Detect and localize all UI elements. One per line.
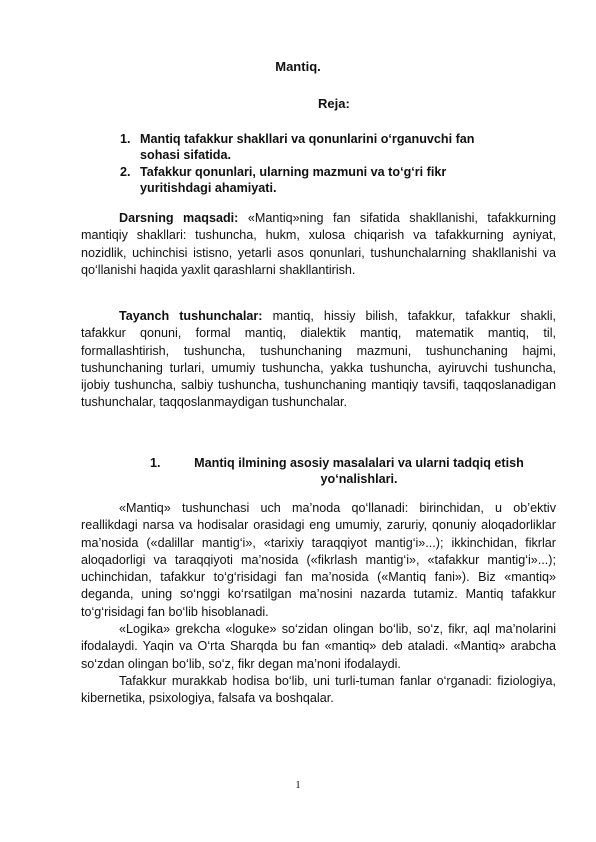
goal-text: «Mantiq»ning fan sifatida shakllanishi, tafakkurning mantiqiy shakllari: tushuncha, hukm, xulosa chiqarish va tafakkurning ayniyat, nozidlik, uchinchisi istisno, yetarli asos qonunlari, tushunchalarning shakllanishi va qo‘llanishi haqida yaxlit qarashlarni shakllantirish. bbox=[81, 211, 556, 277]
section-heading bbox=[150, 455, 550, 487]
body-paragraph: «Mantiq» tushunchasi uch ma’noda qo‘llanadi: birinchidan, u ob’ektiv reallikdagi narsa va hodisalar orasidagi eng umumiy, zaruriy, qonuniy aloqadorliklar ma’nosida («dalillar mantig‘i», «tarixiy taraqqiyot mantig‘i»...); ikkinchidan, fikrlar aloqadorligi va taraqqiyoti ma’nosida («fikrlash mantig‘i», «tafakkur mantig‘i»...); uchinchidan, tafakkur to‘g‘risidagi fan ma’nosida («Mantiq fani»). Biz «mantiq» deganda, uning so‘nggi ko‘rsatilgan ma’nosini nazarda tutamiz. Mantiq tafakkur to‘g‘risidagi fan bo‘lib hisoblanadi. bbox=[81, 501, 556, 619]
key-terms-text: mantiq, hissiy bilish, tafakkur, tafakkur shakli, tafakkur qonuni, formal mantiq, dialektik mantiq, matematik mantiq, til, formallashtirish, tushuncha, tushunchaning mazmuni, tushunchaning hajmi, tushunchaning turlari, umumiy tushuncha, yakka tushuncha, ayiruvchi tushuncha, ijobiy tushuncha, salbiy tushuncha, tushunchaning mantiqiy tavsifi, taqqoslanadigan tushunchalar, taqqoslanmaydigan tushunchalar. bbox=[81, 309, 556, 410]
plan-item-number: 2. bbox=[120, 165, 131, 179]
key-terms-label: Tayanch tushunchalar: bbox=[119, 309, 263, 323]
key-terms-paragraph bbox=[81, 308, 556, 412]
plan-list bbox=[120, 131, 500, 197]
goal-paragraph bbox=[81, 210, 556, 279]
body-text bbox=[81, 500, 556, 708]
plan-item-text: Tafakkur qonunlari, ularning mazmuni va to‘g‘ri fikr yuritishdagi ahamiyati. bbox=[140, 165, 447, 195]
plan-item-number: 1. bbox=[120, 132, 131, 146]
body-paragraph: Tafakkur murakkab hodisa bo‘lib, uni turli-tuman fanlar o‘rganadi: fiziologiya, kibernetika, psixologiya, falsafa va boshqalar. bbox=[81, 673, 556, 706]
goal-label: Darsning maqsadi: bbox=[119, 211, 239, 225]
plan-item bbox=[120, 131, 500, 163]
section-title: Mantiq ilmining asosiy masalalari va ularni tadqiq etish yo‘nalishlari. bbox=[194, 456, 524, 486]
body-paragraph: «Logika» grekcha «loguke» so‘zidan olingan bo‘lib, so‘z, fikr, aql ma’nolarini ifodalaydi. Yaqin va O‘rta Sharqda bu fan «mantiq» deb ataladi. «Mantiq» arabcha so‘zdan olingan bo‘lib, so‘z, fikr degan ma’noni ifodalaydi. bbox=[81, 622, 556, 671]
section-number: 1. bbox=[150, 456, 161, 470]
plan-heading: Reja: bbox=[318, 96, 350, 111]
plan-item-text: Mantiq tafakkur shakllari va qonunlarini o‘rganuvchi fan sohasi sifatida. bbox=[140, 132, 475, 162]
page-title: Mantiq. bbox=[275, 59, 321, 74]
plan-item bbox=[120, 164, 500, 196]
page-number: 1 bbox=[295, 779, 301, 791]
